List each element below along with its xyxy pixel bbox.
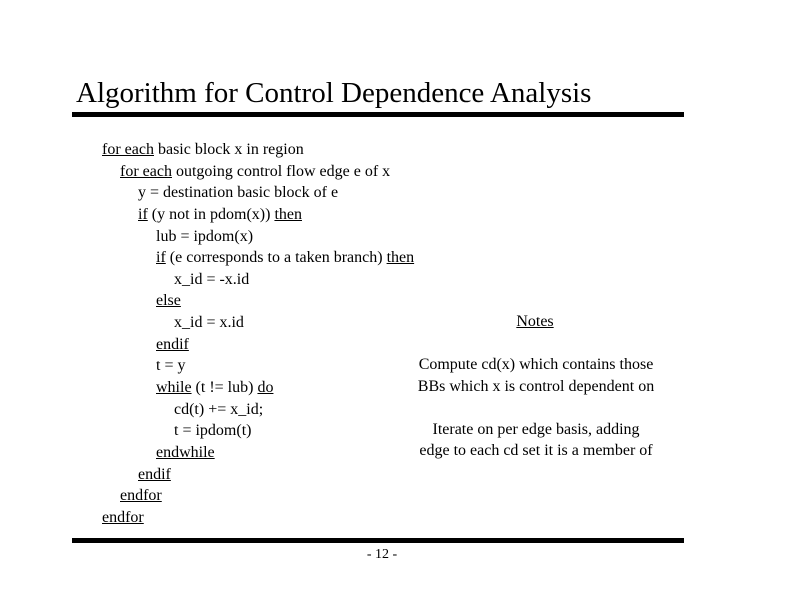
notes-heading: Notes xyxy=(516,313,554,330)
code-line xyxy=(156,443,215,463)
code-line xyxy=(156,227,253,247)
code-text: basic block x in region xyxy=(153,141,304,158)
code-text: cd(t) += x_id; xyxy=(174,401,264,418)
code-text: lub = ipdom(x) xyxy=(156,228,254,245)
note-text: BBs which x is control dependent on xyxy=(417,378,655,395)
code-text: t = ipdom(t) xyxy=(174,422,252,439)
code-keyword: endwhile xyxy=(156,444,215,461)
code-keyword: then xyxy=(386,249,415,266)
code-text: t = y xyxy=(156,357,186,374)
code-line xyxy=(174,421,251,441)
code-line xyxy=(120,162,390,182)
code-line xyxy=(120,486,162,506)
code-text: outgoing control flow edge e of x xyxy=(171,163,391,180)
code-line xyxy=(156,378,273,398)
code-line xyxy=(102,508,144,528)
code-keyword: if xyxy=(156,249,166,266)
code-keyword: for each xyxy=(102,141,154,158)
page-number: - 12 - xyxy=(366,547,398,562)
code-line xyxy=(174,400,263,420)
code-line xyxy=(156,291,181,311)
code-text: (e corresponds to a taken branch) xyxy=(165,249,387,266)
code-keyword: endfor xyxy=(120,487,162,504)
code-keyword: else xyxy=(156,292,181,309)
code-line xyxy=(174,313,244,333)
code-keyword: then xyxy=(274,206,302,223)
code-text: x_id = x.id xyxy=(174,314,244,331)
code-line xyxy=(138,183,338,203)
slide-title: Algorithm for Control Dependence Analysis xyxy=(76,77,592,109)
code-text: (y not in pdom(x)) xyxy=(147,206,275,223)
code-line xyxy=(102,140,304,160)
code-line xyxy=(138,465,171,485)
code-line xyxy=(174,270,249,290)
note-text: Compute cd(x) which contains those xyxy=(418,356,654,373)
code-keyword: endif xyxy=(156,336,189,353)
code-line xyxy=(156,335,189,355)
code-text: y = destination basic block of e xyxy=(138,184,339,201)
note-text: edge to each cd set it is a member of xyxy=(419,442,653,459)
code-line xyxy=(156,356,185,376)
code-text: x_id = -x.id xyxy=(174,271,250,288)
code-keyword: for each xyxy=(120,163,172,180)
note-text: Iterate on per edge basis, adding xyxy=(432,421,640,438)
title-divider xyxy=(72,112,684,117)
code-keyword: while xyxy=(156,379,192,396)
code-keyword: do xyxy=(257,379,274,396)
code-keyword: if xyxy=(138,206,148,223)
code-keyword: endif xyxy=(138,466,171,483)
code-line xyxy=(156,248,414,268)
code-line xyxy=(138,205,302,225)
code-text: (t != lub) xyxy=(191,379,258,396)
footer-divider xyxy=(72,538,684,543)
code-keyword: endfor xyxy=(102,509,144,526)
